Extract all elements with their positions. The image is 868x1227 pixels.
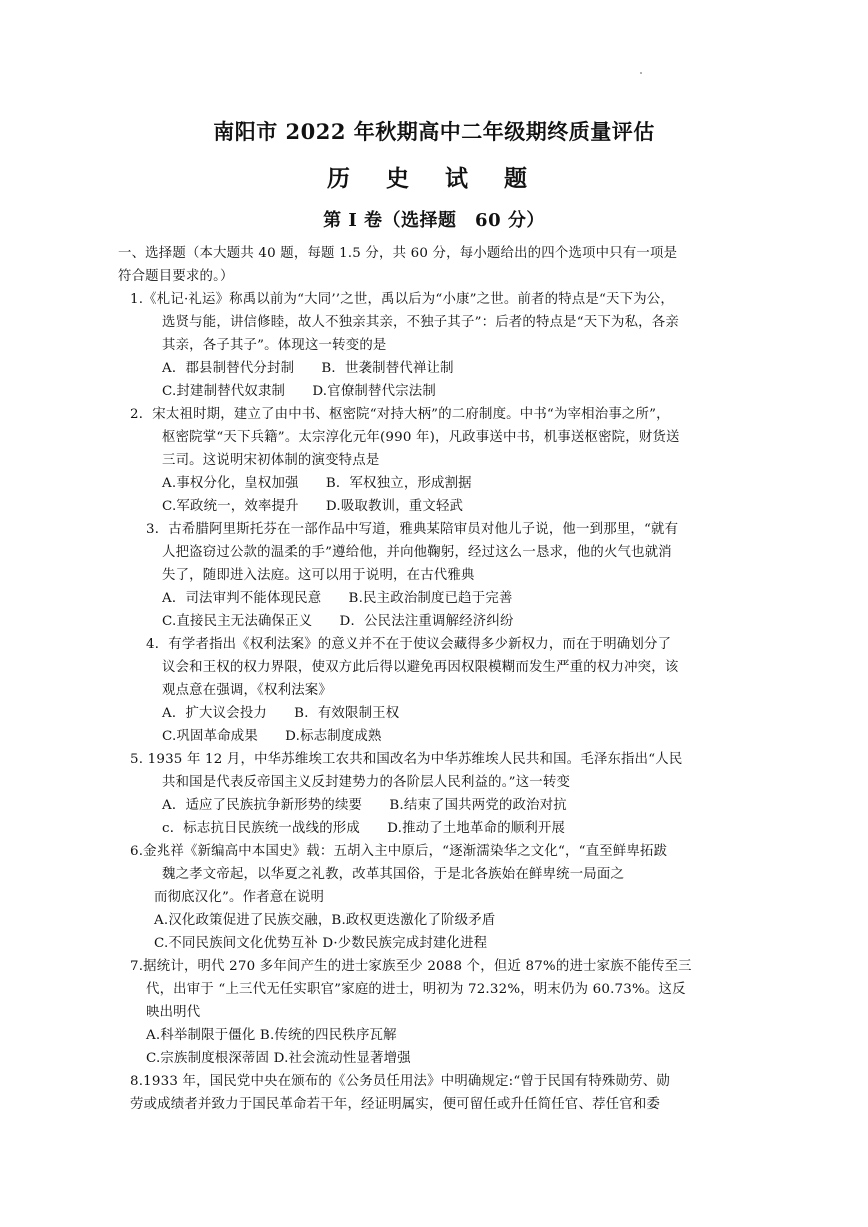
question-5-stem: 5. 1935 年 12 月，中华苏维埃工农共和国改名为中华苏维埃人民共和国。毛泽东指出“人民 xyxy=(130,752,683,767)
speck xyxy=(640,72,642,74)
question-7-options: A.科举制限于僵化 B.传统的四民秩序瓦解 xyxy=(146,1028,397,1043)
question-5-stem: 共和国是代表反帝国主义反封建势力的各阶层人民利益的。”这一转变 xyxy=(162,775,571,790)
exam-title: 南阳市 2022 年秋期高中二年级期终质量评估 xyxy=(213,119,655,144)
question-6-options: C.不同民族间文化优势互补 D·少数民族完成封建化进程 xyxy=(154,936,488,951)
question-4-stem: 4．有学者指出《权利法案》的意义并不在于使议会藏得多少新权力，而在于明确划分了 xyxy=(146,637,672,652)
section-title: 第 I 卷（选择题 60 分） xyxy=(323,210,545,231)
question-3-stem: 3．古希腊阿里斯托芬在一部作品中写道，雅典某陪审员对他儿子说，他一到那里，“就有 xyxy=(146,522,679,537)
question-4-stem: 议会和王权的权力界限，使双方此后得以避免再因权限模糊而发生严重的权力冲突，该 xyxy=(162,660,679,675)
question-6-options: A.汉化政策促进了民族交融，B.政权更迭激化了阶级矛盾 xyxy=(154,913,496,928)
question-6-stem: 魏之孝文帝起，以华夏之礼教，改革其国俗，于是北各族始在鲜卑统一局面之 xyxy=(162,867,625,882)
instruction-line: 符合题目要求的。） xyxy=(118,269,234,284)
question-6-stem: 6.金兆祥《新编高中本国史》载：五胡入主中原后，“逐渐濡染华之文化“，“直至鲜卑拓跋 xyxy=(130,844,668,859)
question-2-stem: 枢密院掌“天下兵籍”。太宗淳化元年(990 年)，凡政事送中书，机事送枢密院，财货送 xyxy=(162,430,680,445)
question-5-options: c．标志抗日民族统一战线的形成 D.推动了土地革命的顺利开展 xyxy=(162,821,566,836)
question-8-stem: 劳或成绩者并致力于国民革命若干年，经证明属实，便可留任或升任简任官、荐任官和委 xyxy=(130,1097,661,1112)
question-7-stem: 7.据统计，明代 270 多年间产生的进士家族至少 2088 个，但近 87%的进士家族不能传至三 xyxy=(130,959,692,974)
question-2-options: C.军政统一，效率提升 D.吸取教训，重文轻武 xyxy=(162,499,464,514)
question-7-stem: 代，出审于 “上三代无任实职官”家庭的进士，明初为 72.32%，明末仍为 60.73%。这反 xyxy=(146,982,686,997)
question-1-stem: 1.《札记·礼运》称禹以前为“大同’’之世，禹以后为“小康”之世。前者的特点是“天下为公， xyxy=(130,292,674,307)
question-2-options: A.事权分化，皇权加强 B．军权独立，形成割据 xyxy=(162,476,472,491)
question-2-stem: 三司。这说明宋初体制的演变特点是 xyxy=(162,453,380,468)
question-7-options: C.宗族制度根深蒂固 D.社会流动性显著增强 xyxy=(146,1051,411,1066)
question-3-options: C.直接民主无法确保正义 D．公民法注重调解经济纠纷 xyxy=(162,614,514,629)
question-3-options: A．司法审判不能体现民意 B.民主政治制度已趋于完善 xyxy=(162,591,513,606)
question-8-stem: 8.1933 年，国民党中央在颁布的《公务员任用法》中明确规定:“曾于民国有特殊勋劳、勋 xyxy=(130,1074,670,1089)
question-1-stem: 选贤与能，讲信修睦，故人不独亲其亲，不独子其子”：后者的特点是“天下为私，各亲 xyxy=(162,315,679,330)
subject-title: 历 史 试 题 xyxy=(326,165,542,192)
question-5-options: A．适应了民族抗争新形势的续要 B.结束了国共两党的政治对抗 xyxy=(162,798,567,813)
question-7-stem: 映出明代 xyxy=(146,1005,201,1020)
question-3-stem: 失了，随即进入法庭。这可以用于说明，在古代雅典 xyxy=(162,568,475,583)
question-6-stem: 而彻底汉化”。作者意在说明 xyxy=(154,890,325,905)
question-2-stem: 2．宋太祖时期，建立了由中书、枢密院“对持大柄”的二府制度。中书“为宰相治事之所”， xyxy=(130,407,670,422)
question-4-options: C.巩固革命成果 D.标志制度成熟 xyxy=(162,729,382,744)
instruction-line: 一、选择题（本大题共 40 题，每题 1.5 分，共 60 分，每小题给出的四个选项中只有一项是 xyxy=(118,246,678,261)
question-1-stem: 其亲，各子其子”。体现这一转变的是 xyxy=(162,338,387,353)
question-4-stem: 观点意在强调，《权利法案》 xyxy=(162,683,332,698)
question-4-options: A．扩大议会投力 B．有效限制王权 xyxy=(162,706,400,721)
question-3-stem: 人把盗窃过公款的温柔的手”遵给他，并向他鞠躬，经过这么一恳求，他的火气也就消 xyxy=(162,545,672,560)
question-1-options: A．郡县制替代分封制 B．世袭制替代禅让制 xyxy=(162,361,454,376)
question-1-options: C.封建制替代奴隶制 D.官僚制替代宗法制 xyxy=(162,384,436,399)
